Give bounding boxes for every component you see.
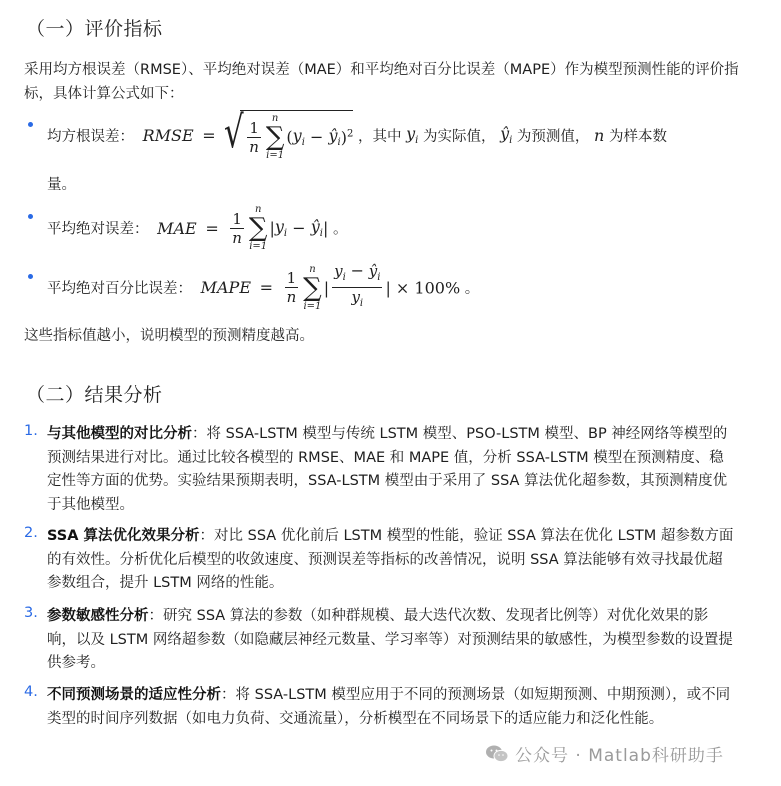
rmse-wrap: 量。	[47, 177, 76, 193]
equals-sign: =	[259, 278, 274, 297]
rmse-after: ，其中	[357, 129, 402, 145]
mape-after: 。	[464, 281, 480, 297]
list-item-text: ：将 SSA-LSTM 模型应用于不同的预测场景（如短期预测、中期预测），或不同类型的时间序列数据（如电力负荷、交通流量），分析模型在不同场景下的适应能力和泛化性能。	[47, 687, 731, 727]
list-item-body	[47, 684, 737, 731]
section-heading-metrics: （一）评价指标	[26, 18, 163, 40]
mae-lhs: MAE	[157, 218, 197, 238]
list-number: 3.	[24, 605, 38, 621]
mae-label: 平均绝对误差：	[47, 221, 149, 238]
list-item-title: 与其他模型的对比分析	[47, 426, 192, 442]
bullet-dot-icon	[28, 274, 33, 279]
mae-after: 。	[332, 221, 348, 238]
list-item-body	[47, 423, 737, 517]
var-y: $y_i$	[406, 124, 419, 147]
rmse-item	[47, 107, 667, 161]
watermark-text: 公众号 · Matlab科研助手	[515, 746, 724, 766]
mae-formula: $\frac{1}{n}$ n ∑ i=1 $|y_i$ − $ŷ_i|$	[232, 204, 329, 252]
list-item-text: ：研究 SSA 算法的参数（如种群规模、最大迭代次数、发现者比例等）对优化效果的影响，以及 LSTM 网络超参数（如隐藏层神经元数量、学习率等）对预测结果的敏感性，为模型参数的设置提供参考。	[47, 608, 733, 671]
list-item-text: ：对比 SSA 优化前后 LSTM 模型的性能，验证 SSA 算法在优化 LSTM 超参数方面的有效性。分析优化后模型的收敛速度、预测误差等指标的改善情况，说明 SSA 算法能够有效寻找最优超参数组合，提升 LSTM 网络的性能。	[47, 528, 734, 591]
list-item-title: 不同预测场景的适应性分析	[47, 687, 221, 703]
mape-lhs: MAPE	[200, 278, 251, 297]
list-item-title: 参数敏感性分析	[47, 608, 149, 624]
rmse-formula: √ $\frac{1}{n}$ n ∑ i=1 ($y_i$ − $ŷ_i)^2$	[224, 107, 354, 161]
bullet-dot-icon	[28, 214, 33, 219]
var-n: n	[594, 126, 605, 145]
list-number: 4.	[24, 684, 38, 700]
desc-yhat: 为预测值，	[516, 129, 590, 145]
desc-y: 为实际值，	[422, 129, 496, 145]
equals-sign: =	[202, 126, 216, 145]
mae-item	[47, 204, 347, 252]
conclusion-paragraph: 这些指标值越小，说明模型的预测精度越高。	[24, 328, 314, 344]
list-item-body	[47, 525, 737, 596]
var-yhat: $ŷ_i$	[500, 124, 513, 147]
wechat-icon	[485, 744, 509, 764]
list-number: 2.	[24, 525, 38, 541]
watermark	[485, 741, 724, 766]
list-item-body	[47, 605, 737, 676]
equals-sign: =	[205, 218, 219, 238]
mape-item	[47, 262, 479, 313]
rmse-lhs: RMSE	[142, 126, 194, 145]
list-number: 1.	[24, 423, 38, 439]
desc-n: 为样本数	[608, 129, 667, 145]
list-item-text: ：将 SSA-LSTM 模型与传统 LSTM 模型、PSO-LSTM 模型、BP 神经网络等模型的预测结果进行对比。通过比较各模型的 RMSE、MAE 和 MAPE 值，分析 SSA-LSTM 模型在预测精度、稳定性等方面的优势。实验结果预期表明，SSA-LSTM 模型由于采用了 SSA 算法优化超参数，其预测精度优于其他模型。	[47, 426, 728, 513]
intro-paragraph: 采用均方根误差（RMSE）、平均绝对误差（MAE）和平均绝对百分比误差（MAPE）作为模型预测性能的评价指标，具体计算公式如下：	[24, 62, 739, 102]
rmse-label: 均方根误差：	[47, 129, 134, 145]
section-heading-results: （二）结果分析	[26, 384, 163, 406]
mape-label: 平均绝对百分比误差：	[47, 281, 192, 297]
list-item-title: SSA 算法优化效果分析	[47, 528, 200, 544]
mape-formula: $\frac{1}{n}$ n ∑ i=1 | $\frac{y_i - ŷ_i}{y_i}$ | × 100%	[286, 261, 461, 312]
bullet-dot-icon	[28, 122, 33, 127]
